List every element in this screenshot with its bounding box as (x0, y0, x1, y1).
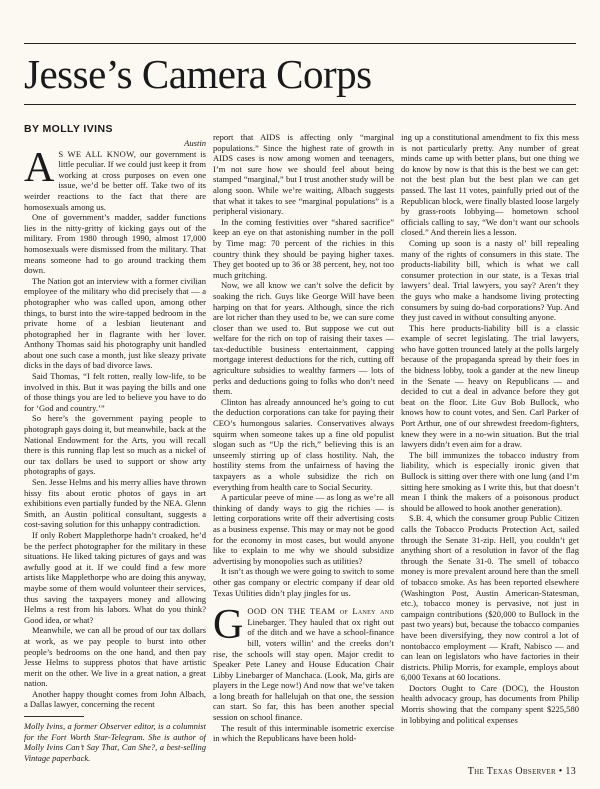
lead-in: S WE ALL KNOW, (58, 148, 137, 159)
author-bio: Molly Ivins, a former Observer editor, is a columnist for the Fort Worth Star-Telegram. She is author of Molly Ivins Can’t Say That, Can She?, a best-selling Vintage paperback. (24, 721, 206, 763)
paragraph: If only Robert Mapplethorpe hadn’t croaked, he’d be the perfect photographer for the military in these situations. He liked taking pictures of gays and was awfully good at it. If we could find a few more artists like Mapplethorpe who are doing this anyway, maybe some of them would volunteer their services, thus saving the taxpayers money and allowing Helms a rest from his labors. What do you think? Good idea, or what? (24, 529, 206, 625)
article-headline: Jesse’s Camera Corps (24, 51, 372, 97)
top-rule (24, 43, 576, 44)
headline-rule (24, 104, 576, 105)
paragraph: Clinton has already announced he’s going to cut the deduction corporations can take for paying their CEO’s humongous salaries. Conservatives always squirm when someone takes up a fine old populist slogan such as “Up the rich,” believing this is an unseemly stirring up of class hostility. Nah, the hostility stems from the unfairness of having the taxpayers as a whole subsidize the rich on everything from health care to Social Security. (213, 396, 394, 492)
page-number: • 13 (558, 766, 576, 777)
drop-cap: G (213, 602, 244, 649)
paragraph: A particular peeve of mine — as long as we’re all thinking of dandy ways to gig the richies — is letting corporations write off their advertising costs as a business expense. This may or may not be good for the economy in most cases, but would anyone like to explain to me why we should subsidize advertising by monopolies such as utilities? (213, 492, 394, 566)
lead-in: OOD ON THE TEAM of Laney and (247, 606, 394, 617)
page-footer (468, 766, 576, 777)
paragraph: This here products-liability bill is a classic example of secret legislating. The trial lawyers, who have gotten trounced lately at the polls largely because of the propaganda spread by their foes in the bidness lobby, took a gander at the new lineup in the Senate — heavy on Republicans — and decided to cut a deal in advance before they got beat on the floor. Lite Guv Bob Bullock, who knows how to count votes, and Sen. Carl Parker of Port Arthur, one of our shrewdest freedom-fighters, knew they were in a no-win situation. But the trial lawyers didn’t even aim for a draw. (401, 322, 579, 450)
paragraph: Said Thomas, “I felt rotten, really low-life, to be involved in this. But it was paying the bills and one of those things you are led to believe you have to do for ‘God and country.’” (24, 371, 206, 413)
drop-cap: A (24, 144, 55, 191)
paragraph-text: our government is little peculiar. If we could just keep it from working at cross purposes on even one issue, we’d be better off. Take two of its weirder reactions to the fact that there are homosexuals among us. (24, 148, 206, 212)
paragraph: Now, we all know we can’t solve the deficit by soaking the rich. Guys like George Will have been harping on that for years. Although, since the rich are lot richer than they used to be, we can sure come closer than we used to. But suppose we cut out welfare for the rich on top of raising their taxes — tax-deductible business entertainment, capping mortgage interest deductions for the rich, cutting off agriculture subsidies to wealthy farmers — lots of perks and deductions going to folks who don’t need them. (213, 280, 394, 397)
paragraph: It isn’t as though we were going to switch to some other gas company or electric company if dear old Texas Utilities didn’t play jingles for us. (213, 566, 394, 598)
byline: BY MOLLY IVINS (24, 123, 113, 135)
column-3 (401, 132, 579, 764)
paragraph: Meanwhile, we can all be proud of our tax dollars at work, as we pay people to burst into other people’s bedrooms on the one hand, and then pay Jesse Helms to suppress photos that have artistic merit on the other. We live in a great nation, a great nation. (24, 625, 206, 689)
paragraph (213, 602, 394, 723)
paragraph: Sen. Jesse Helms and his merry allies have thrown hissy fits about erotic photos of gays in art exhibitions even partially funded by the NEA. Glenn Smith, an Austin political consultant, suggests a cost-saving solution for this unhappy contradiction. (24, 477, 206, 530)
paragraph-text: Linebarger. They hauled that ox right out of the ditch and we have a school-finance bill, voters willin’ and the creeks don’t rise, the schools will stay open. Major credit to Speaker Pete Laney and House Education Chair Libby Linebarger of Manchaca. (Look, Ma, girls are players in the Lege now!) And now that we’ve taken a long breath for hallelujah on that one, the session can start. So far, this has been another special session on school finance. (213, 616, 394, 723)
column-2 (213, 132, 394, 764)
magazine-name: The Texas Observer (467, 766, 556, 777)
paragraph: In the coming festivities over “shared sacrifice” keep an eye on that astonishing number in the poll by Time mag: 70 percent of the richies in this country think they should be paying higher taxes. They get booted up to 36 or 38 percent, hey, not too much gritching. (213, 216, 394, 280)
paragraph: report that AIDS is affecting only “marginal populations.” Since the highest rate of growth in AIDS cases is now among women and teenagers, I’m not sure how we should feel about being stamped “marginal,” but I trust another study will be along soon. While we’re waiting, Albach suggests that what it takes to see “marginal populations” is a peripheral visionary. (213, 132, 394, 217)
dateline: Austin (184, 138, 206, 148)
bio-rule (24, 716, 84, 717)
paragraph (24, 144, 206, 213)
paragraph: ing up a constitutional amendment to fix this mess is not particularly pretty. Any number of great minds came up with better plans, but one thing we do know by now is that this is the best we can get: not the best plan but the best plan we can get passed. The last 11 votes, painfully pried out of the Republican block, were finally blasted loose largely by grass-roots lobbying— hometown school officials calling to say, “We don’t want our schools closed.” And therein lies a lesson. (401, 132, 579, 238)
paragraph: Another happy thought comes from John Albach, a Dallas lawyer, concerning the recent (24, 688, 206, 710)
paragraph: Coming up soon is a nasty ol’ bill repealing many of the rights of consumers in this state. The products-liability bill, which is what we call consumer protection in our state, is a Texas trial lawyers’ deal. Trial lawyers, you say? Aren’t they the guys who make a handsome living protecting consumers by suing do-bad corporations? Yup. And they just caved in without consulting anyone. (401, 237, 579, 323)
column-1 (24, 138, 206, 770)
paragraph: So here’s the government paying people to photograph gays doing it, but meanwhile, back at the National Endowment for the Arts, you will recall there is this running flap lest so much as a nickel of our tax dollars be used to support or show arty photographs of gays. (24, 413, 206, 477)
paragraph: The Nation got an interview with a former civilian employee of the military who did precisely that — a photographer who was called upon, among other things, to burst into the wire-tapped bedroom in the private home of a lesbian lieutenant and photographed her in flagrante with her lover. Anthony Thomas said his photography unit handled about one such case a month, just like sleazy private dicks in the days of bad divorce laws. (24, 275, 206, 371)
paragraph: S.B. 4, which the consumer group Public Citizen calls the Tobacco Products Protection Act, sailed through the Senate 31-zip. Hell, you couldn’t get anything short of a resolution in favor of the flag through the Senate 31-0. The smell of tobacco money is more prevalent around here than the smell of tobacco smoke. As has been reported elsewhere (Washington Post, Austin American-Statesman, etc.), tobacco money is pervasive, not just in campaign contributions ($20,000 to Bullock in the past two years) but, because the tobacco companies have been diversifying, they now control a lot of nontobacco employment — Kraft, Nabisco — and can lean on legislators who have factories in their districts. Philip Morris, for example, employs about 6,000 Texans at 60 locations. (401, 513, 579, 683)
paragraph: One of government’s madder, sadder functions lies in the nitty-gritty of kicking gays out of the military. From 1980 through 1990, almost 17,000 homosexuals were dismissed from the military. That means someone had to go around tracking them down. (24, 212, 206, 276)
paragraph: The bill immunizes the tobacco industry from liability, which is especially ironic given that Bullock is sitting over there with one lung (and I’m sitting here smoking as I write this, but that doesn’t mean I think the makers of a poisonous product should be allowed to hook another generation). (401, 449, 579, 513)
paragraph: Doctors Ought to Care (DOC), the Houston health advocacy group, has documents from Philip Morris showing that the company spent $225,580 in lobbying and political expenses (401, 682, 579, 725)
paragraph: The result of this interminable isometric exercise in which the Republicans have been hold- (213, 722, 394, 744)
